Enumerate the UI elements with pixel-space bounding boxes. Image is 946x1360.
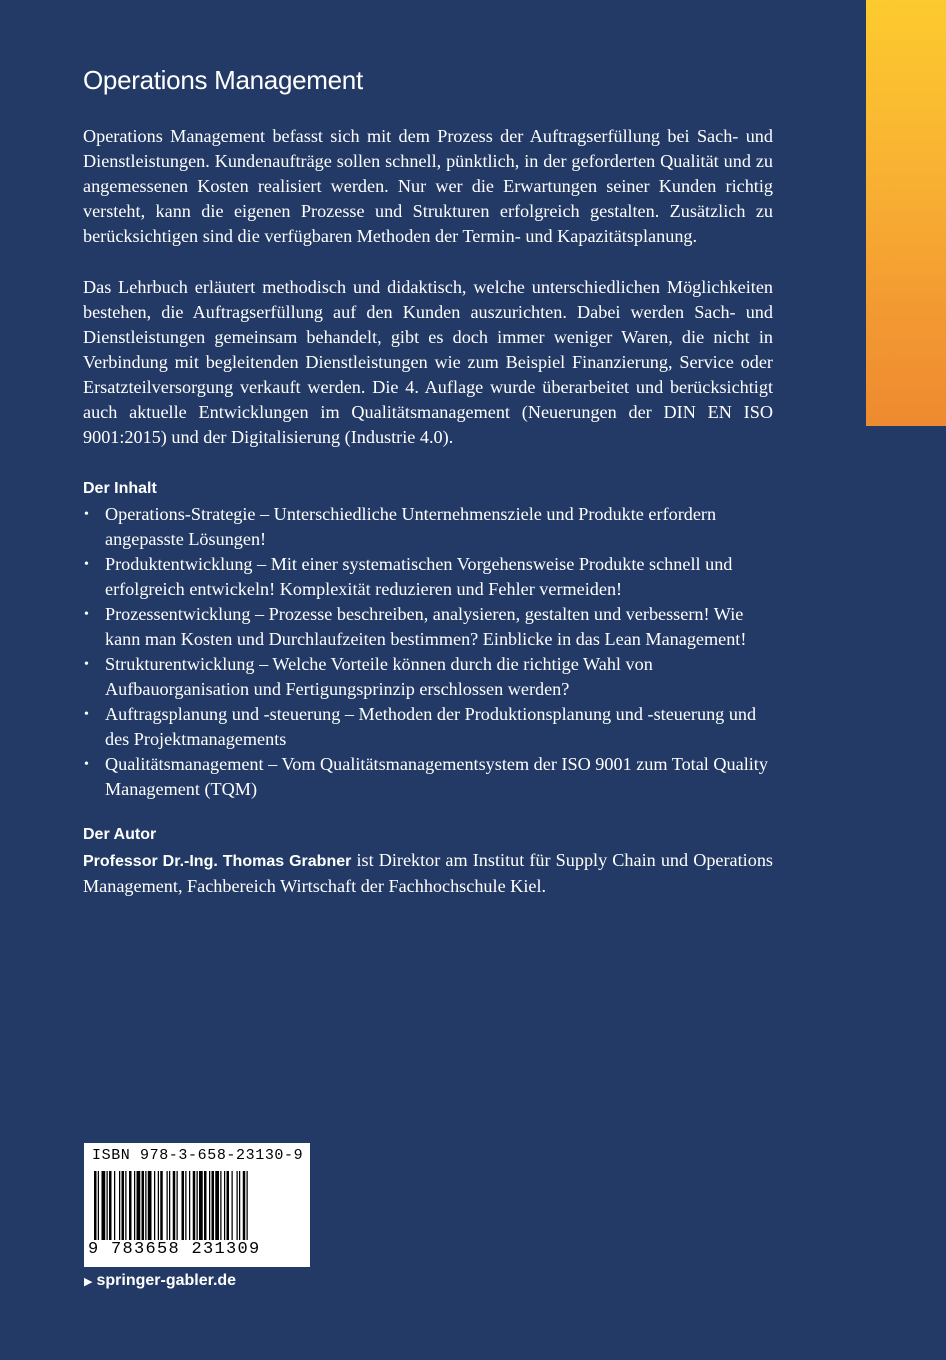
- publisher-website[interactable]: [84, 1272, 236, 1290]
- barcode-bar: [204, 1171, 207, 1249]
- back-cover-content: [83, 60, 773, 899]
- barcode-bar: [185, 1171, 186, 1249]
- barcode-bar: [158, 1171, 159, 1249]
- barcode-bar: [177, 1171, 178, 1249]
- barcode-bar: [247, 1171, 248, 1249]
- barcode-bar: [239, 1171, 240, 1249]
- arrow-right-icon: ▶: [84, 1275, 93, 1288]
- barcode-bar: [232, 1171, 233, 1249]
- barcode-bar: [167, 1171, 168, 1249]
- barcode-bar: [220, 1171, 221, 1249]
- barcode-bar: [224, 1171, 225, 1249]
- barcode-bar: [154, 1171, 155, 1249]
- barcode-bar: [102, 1171, 106, 1249]
- barcode-bar: [148, 1171, 152, 1249]
- author-bio-text: ist Direktor am Institut für Supply Chain und Operations Management, Fachbereich Wirtschaft der Fachhochschule Kiel.: [83, 850, 773, 896]
- author-bio: [83, 848, 773, 899]
- list-item: • Qualitätsmanagement – Vom Qualitätsmanagementsystem der ISO 9001 zum Total Quality Management (TQM): [83, 752, 773, 802]
- barcode: [84, 1143, 310, 1267]
- list-item: • Prozessentwicklung – Prozesse beschreiben, analysieren, gestalten und verbessern! Wie kann man Kosten und Durchlaufzeiten bestimmen? Einblicke in das Lean Management!: [83, 602, 773, 652]
- barcode-bar: [215, 1171, 219, 1249]
- barcode-bar: [122, 1171, 125, 1249]
- list-item: • Auftragsplanung und -steuerung – Methoden der Produktionsplanung und -steuerung und des Projektmanagements: [83, 702, 773, 752]
- description-paragraph-2: Das Lehrbuch erläutert methodisch und didaktisch, welche unterschiedlichen Möglichkeiten bestehen, die Auftragserfüllung auf den Kunden auszurichten. Dabei werden Sach- und Dienstleistungen gemeinsam behandelt, gibt es doch immer weniger Waren, die nicht in Verbindung mit begleitenden Dienstleistungen wie zum Beispiel Finanzierung, Service oder Ersatzteilversorgung verkauft werden. Die 4. Auflage wurde überarbeitet und berücksichtigt auch aktuelle Entwicklungen im Qualitätsmanagement (Neuerungen der DIN EN ISO 9001:2015) und der Digitalisierung (Industrie 4.0).: [83, 277, 773, 447]
- barcode-bar: [227, 1171, 230, 1249]
- author-heading: Der Autor: [83, 826, 157, 843]
- barcode-bar: [173, 1171, 176, 1249]
- barcode-bar: [193, 1171, 196, 1249]
- barcode-bar: [94, 1171, 97, 1249]
- barcode-bar: [160, 1171, 163, 1249]
- barcode-bars: [92, 1171, 302, 1249]
- list-item: • Strukturentwicklung – Welche Vorteile können durch die richtige Wahl von Aufbauorganisation und Fertigungsprinzip erschlossen werden?: [83, 652, 773, 702]
- barcode-bar: [199, 1171, 203, 1249]
- barcode-bar: [243, 1171, 246, 1249]
- barcode-digits: 9 783658 231309: [88, 1240, 261, 1259]
- barcode-bar: [189, 1171, 190, 1249]
- barcode-bar: [125, 1171, 126, 1249]
- barcode-bar: [137, 1171, 141, 1249]
- barcode-bar: [98, 1171, 99, 1249]
- barcode-bar: [182, 1171, 185, 1249]
- barcode-bar: [107, 1171, 108, 1249]
- list-item: • Produktentwicklung – Mit einer systematischen Vorgehensweise Produkte schnell und erfolgreich entwickeln! Komplexität reduzieren und Fehler vermeiden!: [83, 552, 773, 602]
- isbn-label: ISBN 978-3-658-23130-9: [92, 1147, 304, 1164]
- barcode-bar: [129, 1171, 132, 1249]
- barcode-bar: [209, 1171, 210, 1249]
- barcode-bar: [142, 1171, 145, 1249]
- barcode-bar: [169, 1171, 170, 1249]
- description-paragraph-1: Operations Management befasst sich mit dem Prozess der Auftragserfüllung bei Sach- und Dienstleistungen. Kundenaufträge sollen schnell, pünktlich, in der geforderten Qualität und zu angemessenen Kosten realisiert werden. Nur wer die Erwartungen seiner Kunden richtig versteht, kann die eigenen Prozesse und Strukturen erfolgreich gestalten. Zusätzlich zu berücksichtigen sind die verfügbaren Methoden der Termin- und Kapazitätsplanung.: [83, 126, 773, 246]
- barcode-bar: [145, 1171, 146, 1249]
- contents-heading: Der Inhalt: [83, 480, 157, 497]
- barcode-bar: [237, 1171, 238, 1249]
- barcode-bar: [114, 1171, 115, 1249]
- list-item: • Operations-Strategie – Unterschiedliche Unternehmensziele und Produkte erfordern angepasste Lösungen!: [83, 502, 773, 552]
- website-url: springer-gabler.de: [96, 1272, 237, 1289]
- accent-bar: [866, 0, 946, 426]
- barcode-bar: [134, 1171, 135, 1249]
- barcode-bar: [119, 1171, 120, 1249]
- barcode-bar: [197, 1171, 198, 1249]
- contents-list: [83, 502, 773, 802]
- barcode-bar: [212, 1171, 215, 1249]
- author-name: Professor Dr.-Ing. Thomas Grabner: [83, 853, 352, 870]
- barcode-bar: [109, 1171, 112, 1249]
- book-title: Operations Management: [83, 65, 363, 95]
